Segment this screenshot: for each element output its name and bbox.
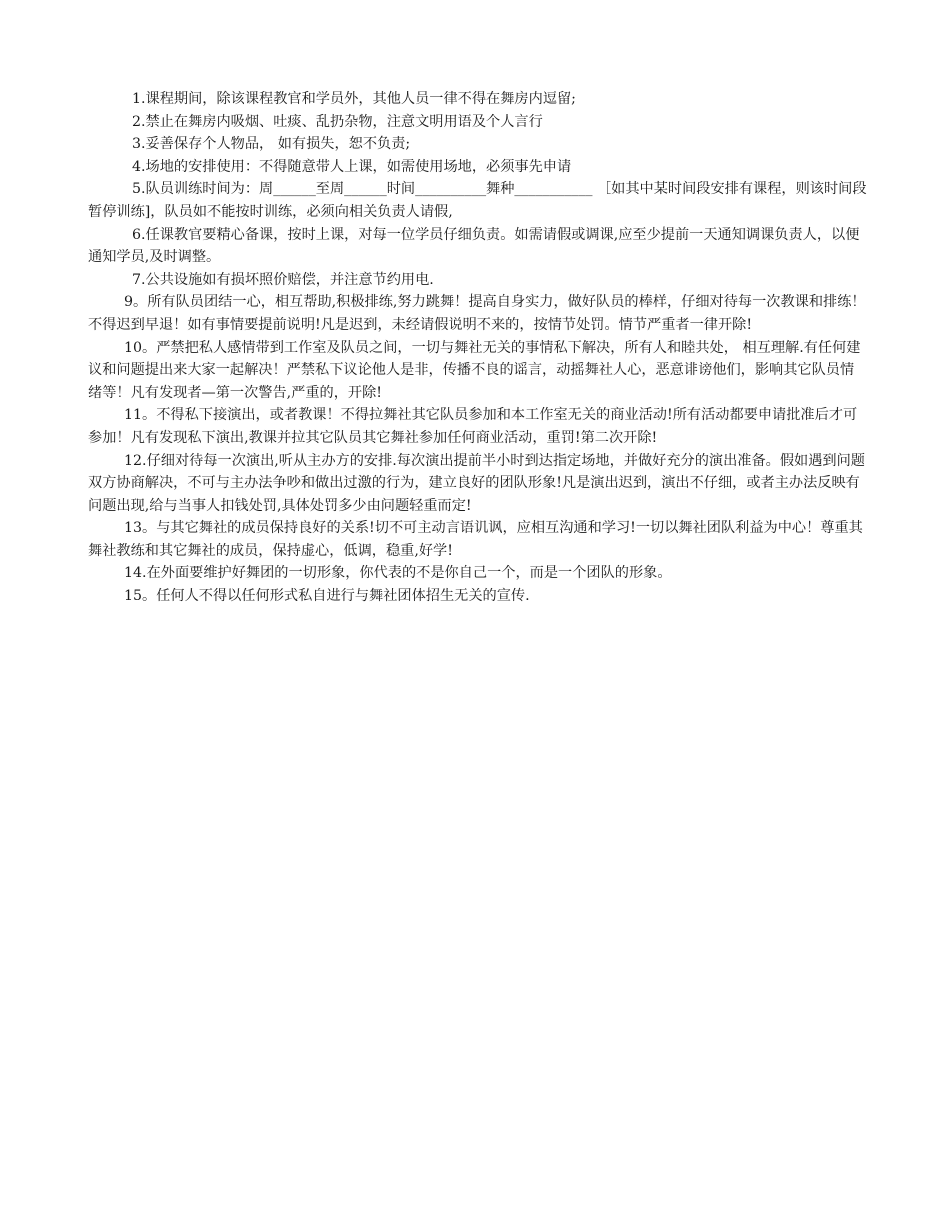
rule-1: 1.课程期间，除该课程教官和学员外，其他人员一律不得在舞房内逗留; <box>132 91 576 107</box>
rule-15: 15。任何人不得以任何形式私自进行与舞社团体招生无关的宣传. <box>124 588 530 605</box>
rule-5: 5.队员训练时间为：周______至周______时间__________舞种___________ ［如其中某时间段安排有课程，则该时间段暂停训练]，队员如不能按时训练，必须向相关负责人请假, <box>88 181 867 220</box>
rule-10: 10。严禁把私人感情带到工作室及队员之间，一切与舞社无关的事情私下解决，所有人和睦共处， 相互理解.有任何建议和问题提出来大家一起解决！严禁私下议论他人是非，传播不良的谣言，动摇舞社人心，恶意诽谤他们，影响其它队员情绪等！凡有发现者—第一次警告,严重的，开除! <box>88 339 861 401</box>
rule-6: 6.任课教官要精心备课，按时上课，对每一位学员仔细负责。如需请假或调课,应至少提前一天通知调课负责人，以便通知学员,及时调整。 <box>88 226 860 266</box>
rule-13: 13。与其它舞社的成员保持良好的关系!切不可主动言语讥讽，应相互沟通和学习!一切以舞社团队利益为中心！尊重其舞社教练和其它舞社的成员，保持虚心，低调，稳重,好学! <box>88 520 863 559</box>
rule-2: 2.禁止在舞房内吸烟、吐痰、乱扔杂物，注意文明用语及个人言行 <box>132 113 543 130</box>
document-body <box>88 88 868 608</box>
rule-7: 7.公共设施如有损坏照价赔偿，并注意节约用电. <box>132 271 434 288</box>
rule-12: 12.仔细对待每一次演出,听从主办方的安排.每次演出提前半小时到达指定场地，并做好充分的演出准备。假如遇到问题双方协商解决，不可与主办法争吵和做出过激的行为，建立良好的团队形象!凡是演出迟到，演出不仔细，或者主办法反映有问题出现,给与当事人扣钱处罚,具体处罚多少由问题轻重而定! <box>88 452 865 514</box>
rule-4: 4.场地的安排使用：不得随意带人上课，如需使用场地，必须事先申请 <box>132 158 572 175</box>
rule-14: 14.在外面要维护好舞团的一切形象，你代表的不是你自己一个，而是一个团队的形象。 <box>124 565 672 582</box>
rule-11: 11。不得私下接演出，或者教课！不得拉舞社其它队员参加和本工作室无关的商业活动!所有活动都要申请批准后才可参加！凡有发现私下演出,教课并拉其它队员其它舞社参加任何商业活动，重罚!第二次开除! <box>88 407 858 446</box>
rule-9: 9。所有队员团结一心，相互帮助,积极排练,努力跳舞！提高自身实力，做好队员的棒样，仔细对待每一次教课和排练！不得迟到早退！如有事情要提前说明!凡是迟到，未经请假说明不来的，按情节处罚。情节严重者一律开除! <box>88 294 866 333</box>
rule-3: 3.妥善保存个人物品， 如有损失，恕不负责; <box>132 136 411 153</box>
